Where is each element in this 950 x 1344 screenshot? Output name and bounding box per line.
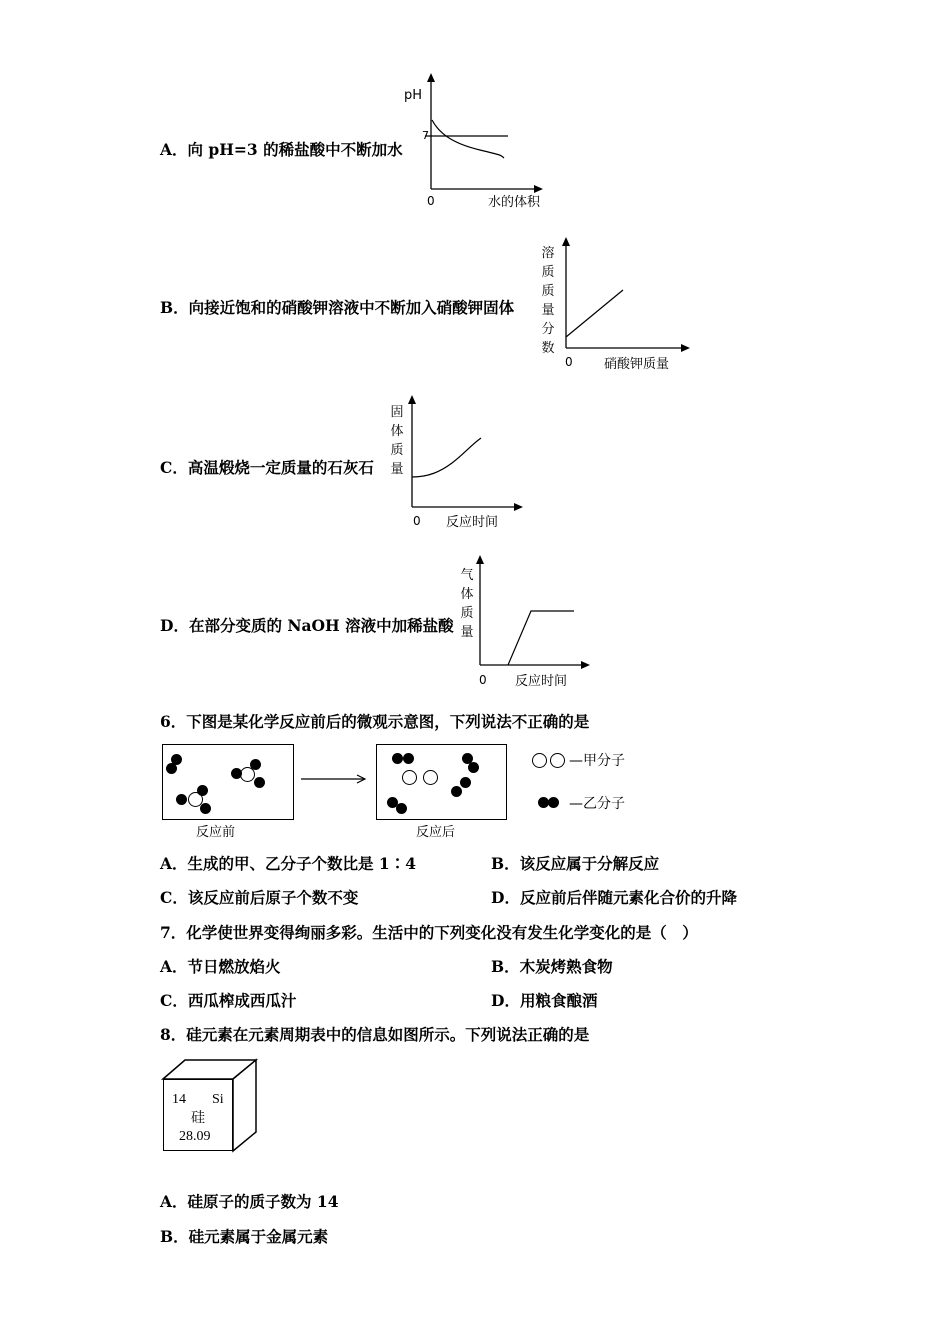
- atom-b: [166, 763, 177, 774]
- element-symbol: Si: [212, 1092, 224, 1107]
- graph-5d-y-label: 气体质量: [460, 568, 474, 640]
- option-5c: C．高温煅烧一定质量的石灰石: [160, 458, 374, 477]
- atom-b: [403, 753, 414, 764]
- graph-5d-origin: 0: [479, 673, 487, 687]
- option-5d: D．在部分变质的 NaOH 溶液中加稀盐酸: [160, 616, 454, 635]
- cube-outline: [0, 0, 1, 1]
- option-5a: A．向 pH=3 的稀盐酸中不断加水: [160, 140, 403, 159]
- atom-b: [250, 759, 261, 770]
- question-6-stem: 6．下图是某化学反应前后的微观示意图，下列说法不正确的是: [160, 712, 590, 731]
- option-8a: A．硅原子的质子数为 14: [160, 1192, 339, 1211]
- legend-molecule-b: —乙分子: [569, 796, 625, 812]
- graph-5b-y-label: 溶质质量分数: [541, 246, 555, 356]
- atomic-mass: 28.09: [179, 1129, 211, 1144]
- atom-b: [197, 785, 208, 796]
- option-7c: C．西瓜榨成西瓜汁: [160, 991, 297, 1010]
- graph-5a-x-label: 水的体积: [488, 195, 541, 210]
- graph-5a-origin: 0: [427, 194, 435, 208]
- option-6b: B．该反应属于分解反应: [491, 854, 660, 873]
- atom-b: [468, 762, 479, 773]
- option-6c: C．该反应前后原子个数不变: [160, 888, 359, 907]
- atom-b: [231, 768, 242, 779]
- option-7a: A．节日燃放焰火: [160, 957, 281, 976]
- graph-5d-x-label: 反应时间: [515, 674, 568, 689]
- atom-b: [460, 777, 471, 788]
- option-6d: D．反应前后伴随元素化合价的升降: [491, 888, 737, 907]
- element-name: 硅: [191, 1110, 205, 1126]
- legend-molecule-a: —甲分子: [569, 753, 625, 769]
- question-7-stem: 7．化学使世界变得绚丽多彩。生活中的下列变化没有发生化学变化的是（ ）: [160, 923, 698, 942]
- before-reaction-box: [162, 744, 294, 820]
- before-label: 反应前: [196, 825, 236, 840]
- graph-5b-origin: 0: [565, 355, 573, 369]
- graph-5c-y-label: 固体质量: [390, 405, 404, 477]
- question-8-stem: 8．硅元素在元素周期表中的信息如图所示。下列说法正确的是: [160, 1025, 590, 1044]
- after-label: 反应后: [416, 825, 456, 840]
- legend-atom-b: [548, 797, 559, 808]
- option-6a: A．生成的甲、乙分子个数比是 1∶4: [160, 854, 416, 873]
- option-7b: B．木炭烤熟食物: [491, 957, 613, 976]
- option-5b: B．向接近饱和的硝酸钾溶液中不断加入硝酸钾固体: [160, 298, 515, 317]
- option-7d: D．用粮食酿酒: [491, 991, 598, 1010]
- atom-b: [176, 794, 187, 805]
- atom-b: [200, 803, 211, 814]
- graph-5c-x-label: 反应时间: [446, 515, 499, 530]
- graph-5c-origin: 0: [413, 514, 421, 528]
- atom-b: [254, 777, 265, 788]
- legend-atom-a: [532, 753, 547, 768]
- atom-a: [402, 770, 417, 785]
- graph-5a-y-label: pH: [404, 88, 423, 103]
- graph-5b-x-label: 硝酸钾质量: [604, 357, 670, 372]
- atom-b: [392, 753, 403, 764]
- graph-5a-y-tick: 7: [422, 129, 429, 142]
- legend-atom-a: [550, 753, 565, 768]
- atom-b: [396, 803, 407, 814]
- atomic-number: 14: [172, 1092, 186, 1107]
- atom-a: [423, 770, 438, 785]
- atom-b: [451, 786, 462, 797]
- option-8b: B．硅元素属于金属元素: [160, 1227, 329, 1246]
